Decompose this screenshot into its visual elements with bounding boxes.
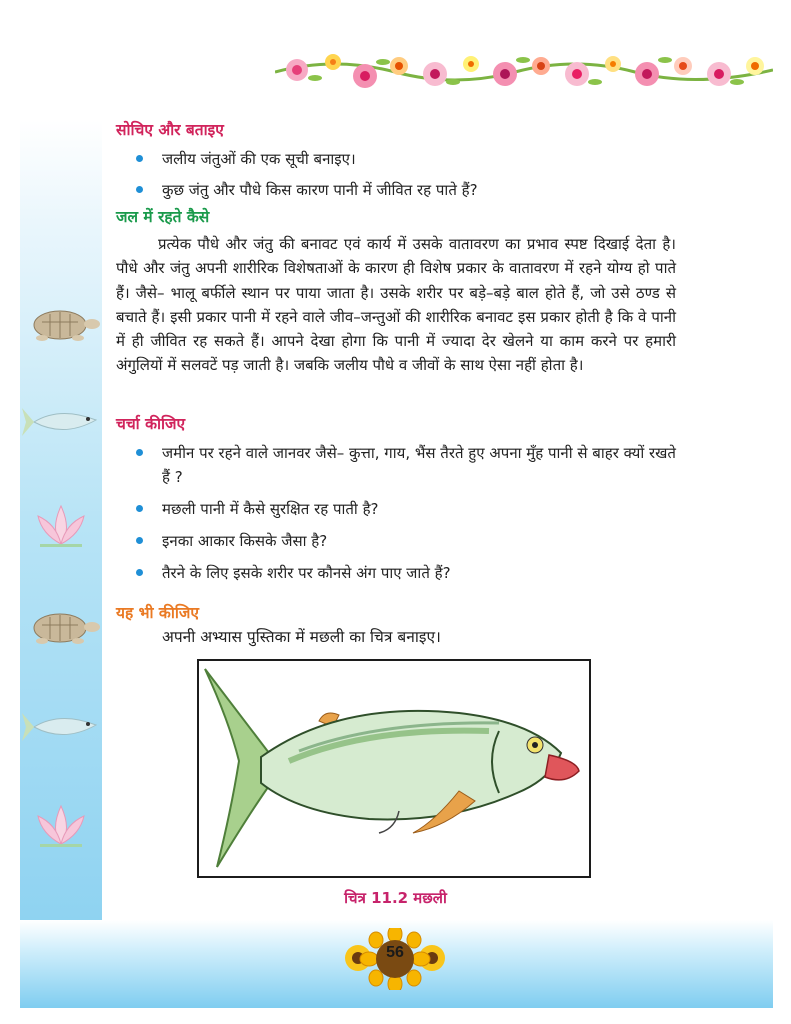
discuss-item-1: जमीन पर रहने वाले जानवर जैसे– कुत्ता, गाय, भैंस तैरते हुए अपना मुँह पानी से बाहर क्यों रखते हैं ? xyxy=(162,444,676,486)
body-paragraph: प्रत्येक पौधे और जंतु की बनावट एवं कार्य में उसके वातावरण का प्रभाव स्पष्ट दिखाई देता है। पौधे और जंतु अपनी शारीरिक विशेषताओं के कारण ही विशेष प्रकार के वातावरण में रहने योग्य हो पाते हैं। जैसे– भालू बर्फीले स्थान पर पाया जाता है। उसके शरीर पर बड़े–बड़े बाल होते हैं, जो उसे ठण्ड से बचाते हैं। इसी प्रकार पानी में रहने वाले जीव–जन्तुओं की शारीरिक बनावट इस प्रकार होती है कि वे पानी में ही जीवित रह सकते हैं। आपने देखा होगा कि पानी में ज्यादा देर खेलने या काम करने पर हमारी अंगुलियों में सलवटें पड़ जाती है। जबकि जलीय पौधे व जीवों के साथ ऐसा नहीं होता है। xyxy=(116,235,676,375)
bullet-icon xyxy=(136,449,143,456)
discuss-item-4: तैरने के लिए इसके शरीर पर कौनसे अंग पाए जाते हैं? xyxy=(162,564,451,582)
bullet-icon xyxy=(136,186,143,193)
list-item xyxy=(162,147,356,171)
figure-frame xyxy=(197,659,591,878)
activity-text: अपनी अभ्यास पुस्तिका में मछली का चित्र बनाइए। xyxy=(162,628,441,646)
list-item xyxy=(162,178,478,202)
fish-illustration xyxy=(199,661,588,875)
figure-caption: चित्र 11.2 मछली xyxy=(344,889,447,907)
bullet-icon xyxy=(136,537,143,544)
heading-think: सोचिए और बताइए xyxy=(116,121,224,139)
page-number: 56 xyxy=(386,944,404,961)
lotus-icon xyxy=(20,500,102,550)
bullet-icon xyxy=(136,505,143,512)
list-item xyxy=(162,441,677,489)
fish-icon xyxy=(20,705,102,749)
fish-icon xyxy=(20,400,102,444)
bullet-icon xyxy=(136,569,143,576)
discuss-item-3: इनका आकार किसके जैसा है? xyxy=(162,532,328,550)
list-item xyxy=(162,529,327,553)
bullet-icon xyxy=(136,155,143,162)
turtle-icon xyxy=(20,300,102,350)
heading-discuss: चर्चा कीजिए xyxy=(116,415,186,433)
left-sidebar-band xyxy=(20,120,102,1008)
list-item xyxy=(162,561,451,585)
heading-in-water: जल में रहते कैसे xyxy=(116,208,210,226)
turtle-icon xyxy=(20,603,102,653)
discuss-item-2: मछली पानी में कैसे सुरक्षित रह पाती है? xyxy=(162,500,379,518)
list-item xyxy=(162,497,379,521)
flower-garland-icon xyxy=(275,48,773,94)
lotus-icon xyxy=(20,800,102,850)
think-item-2: कुछ जंतु और पौधे किस कारण पानी में जीवित रह पाते हैं? xyxy=(162,181,478,199)
heading-do-this: यह भी कीजिए xyxy=(116,604,199,622)
think-item-1: जलीय जंतुओं की एक सूची बनाइए। xyxy=(162,150,356,168)
